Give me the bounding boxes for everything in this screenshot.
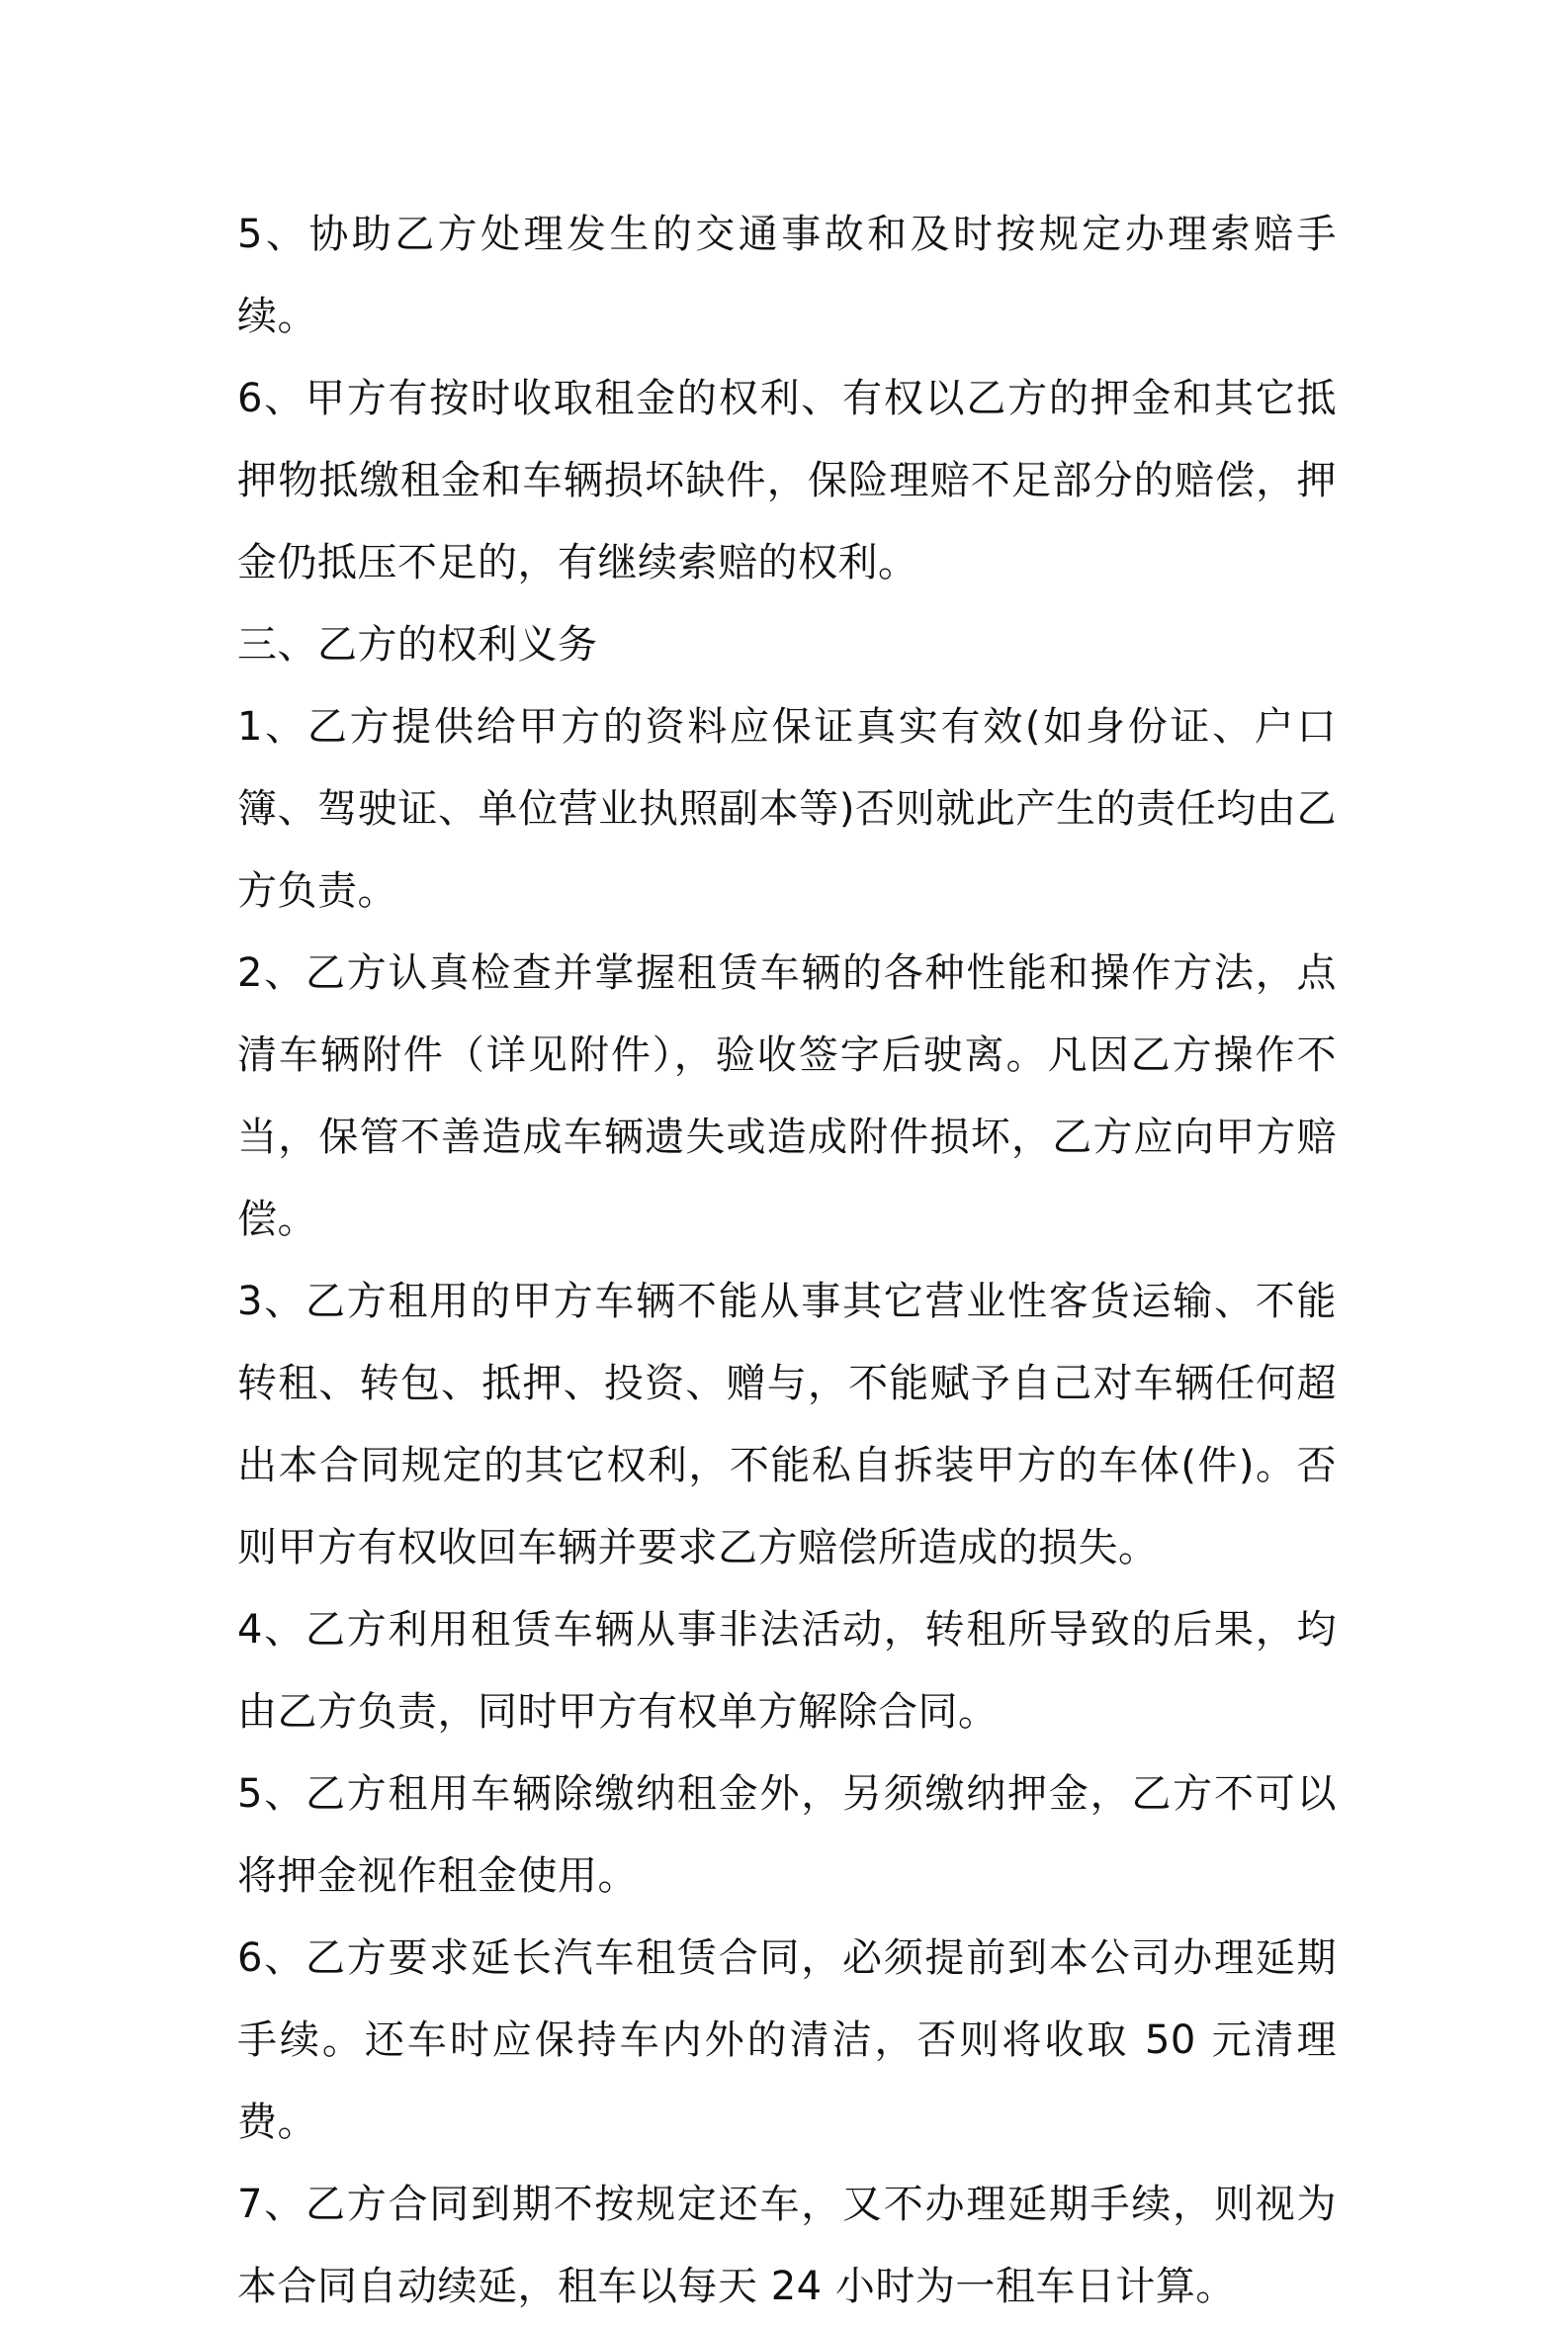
section-heading-yi-rights: 三、乙方的权利义务 [237, 622, 598, 668]
clause-yi-7: 7、乙方合同到期不按规定还车，又不办理延期手续，则视为本合同自动续延，租车以每天 24 小时为一租车日计算。 [237, 2182, 1337, 2309]
clause-yi-1: 1、乙方提供给甲方的资料应保证真实有效(如身份证、户口簿、驾驶证、单位营业执照副本等)否则就此产生的责任均由乙方负责。 [237, 704, 1337, 914]
document-body [237, 194, 1337, 2328]
clause-yi-5: 5、乙方租用车辆除缴纳租金外，另须缴纳押金，乙方不可以将押金视作租金使用。 [237, 1771, 1337, 1899]
clause-jia-5: 5、协助乙方处理发生的交通事故和及时按规定办理索赔手续。 [237, 212, 1337, 339]
clause-yi-6: 6、乙方要求延长汽车租赁合同，必须提前到本公司办理延期手续。还车时应保持车内外的清洁，否则将收取 50 元清理费。 [237, 1935, 1337, 2145]
clause-jia-6: 6、甲方有按时收取租金的权利、有权以乙方的押金和其它抵押物抵缴租金和车辆损坏缺件，保险理赔不足部分的赔偿，押金仍抵压不足的，有继续索赔的权利。 [237, 376, 1337, 585]
clause-yi-3: 3、乙方租用的甲方车辆不能从事其它营业性客货运输、不能转租、转包、抵押、投资、赠与，不能赋予自己对车辆任何超出本合同规定的其它权利，不能私自拆装甲方的车体(件)。否则甲方有权收回车辆并要求乙方赔偿所造成的损失。 [237, 1279, 1337, 1570]
clause-yi-2: 2、乙方认真检查并掌握租赁车辆的各种性能和操作方法，点清车辆附件（详见附件），验收签字后驶离。凡因乙方操作不当，保管不善造成车辆遗失或造成附件损坏，乙方应向甲方赔偿。 [237, 950, 1337, 1242]
clause-yi-4: 4、乙方利用租赁车辆从事非法活动，转租所导致的后果，均由乙方负责，同时甲方有权单方解除合同。 [237, 1607, 1337, 1735]
